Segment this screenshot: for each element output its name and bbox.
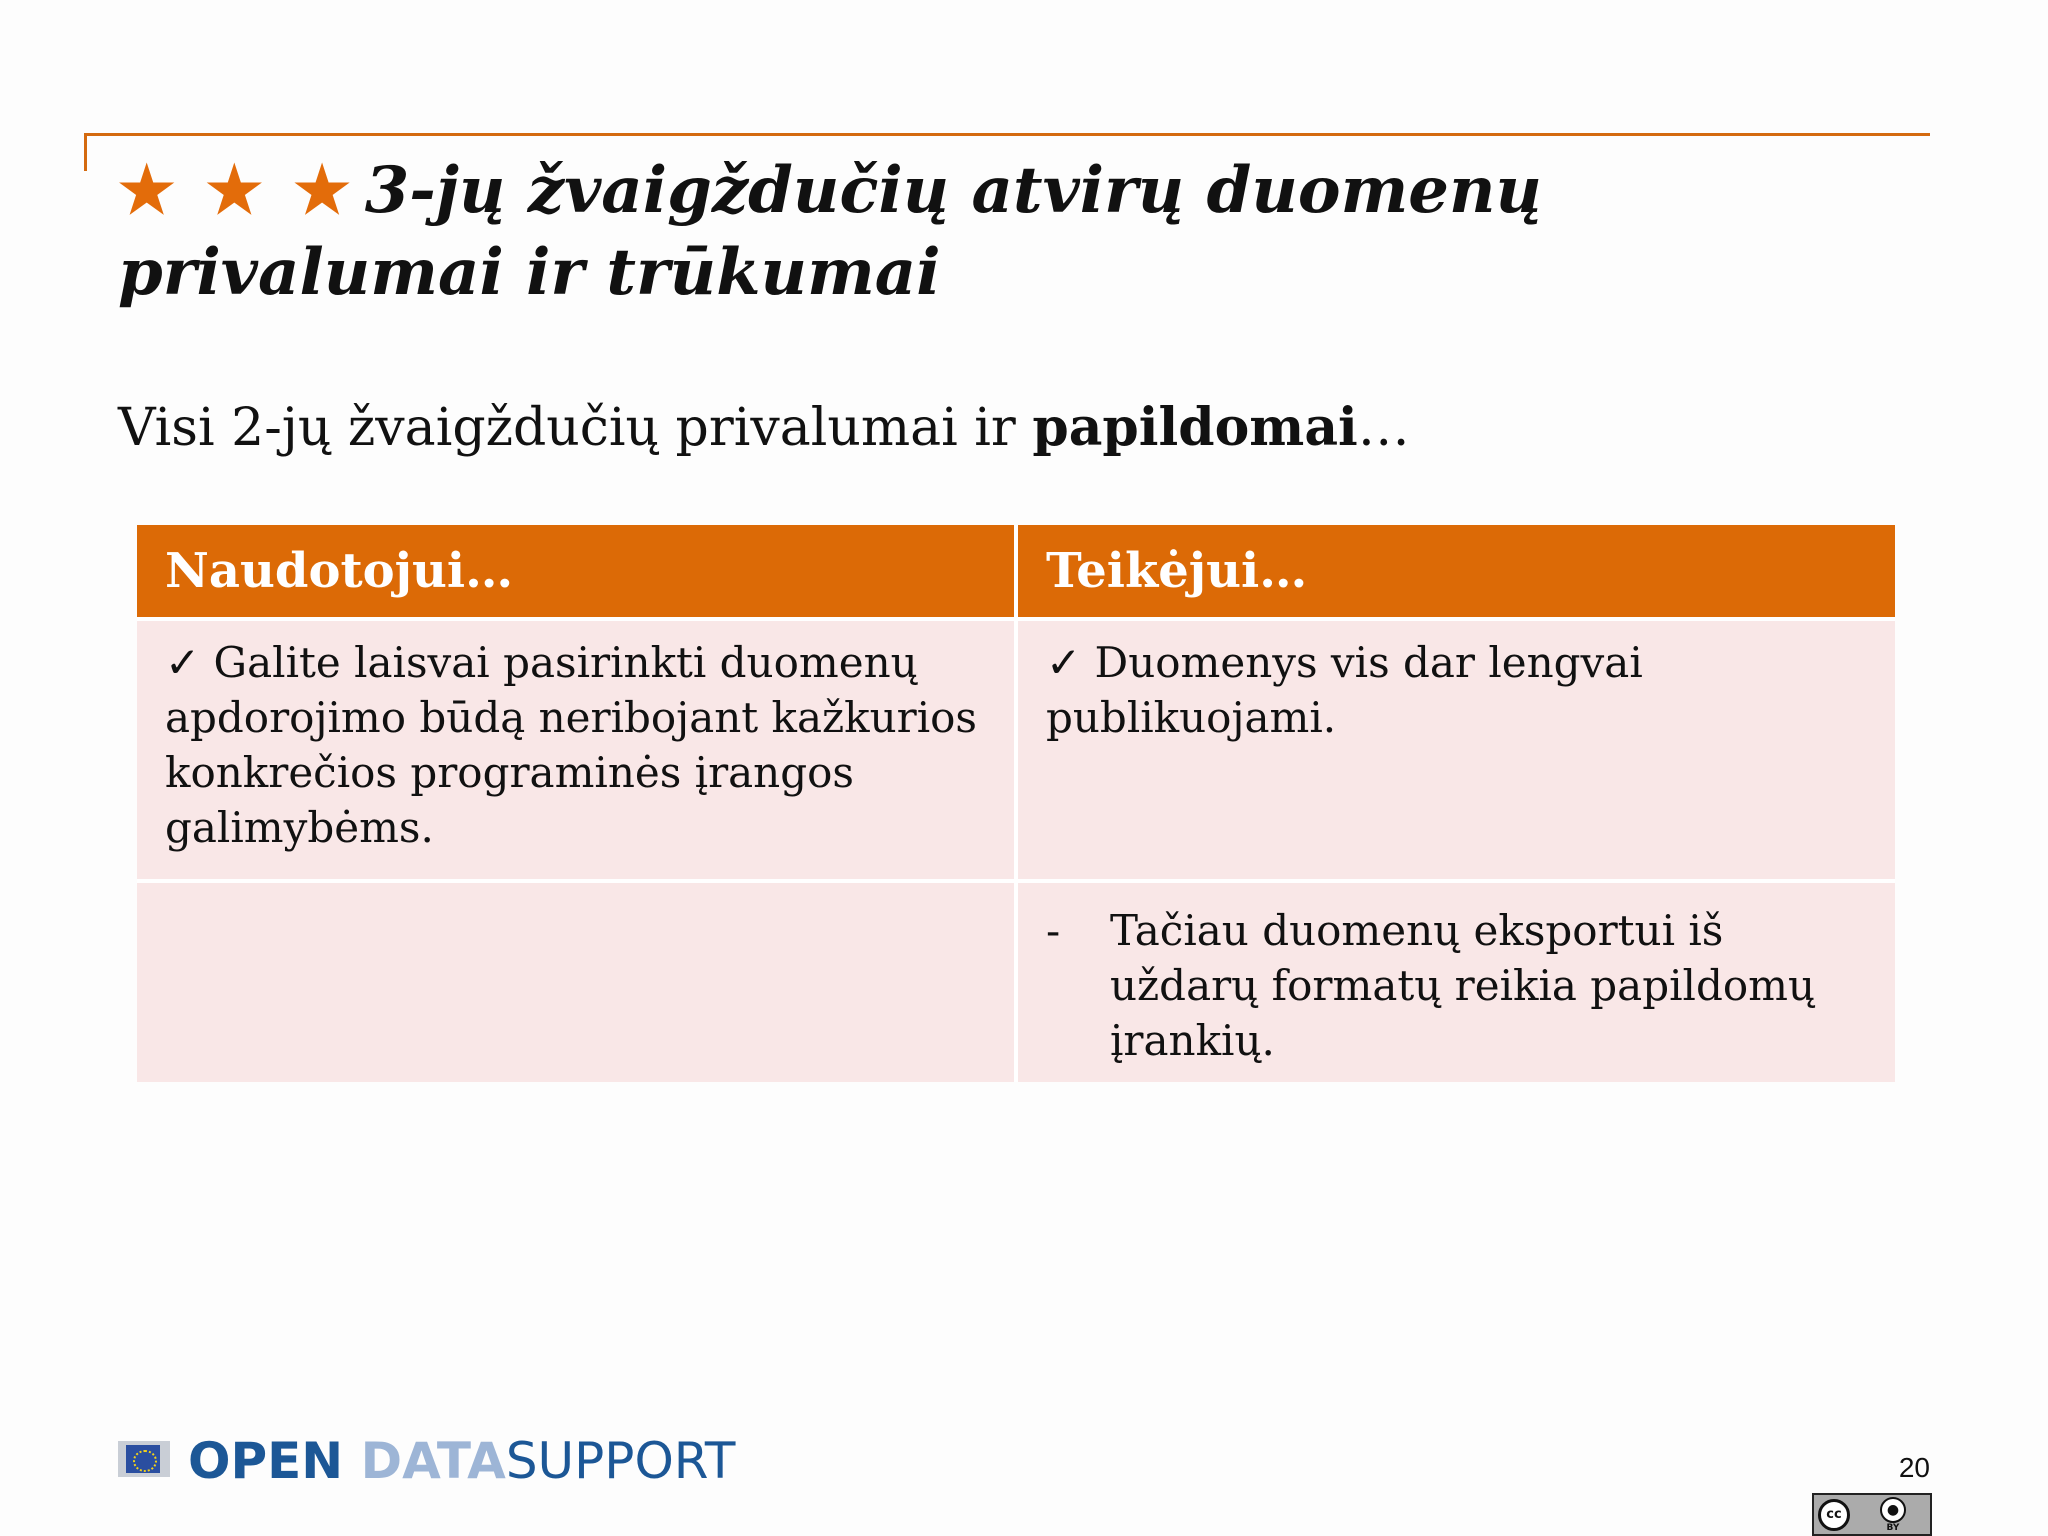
attribution-block (1880, 1497, 1906, 1533)
subtitle-prefix: Visi 2-jų žvaigždučių privalumai ir (118, 398, 1033, 458)
cc-by-license-badge (1812, 1493, 1932, 1536)
dash-bullet: - (1046, 906, 1061, 955)
title-rule-tick (84, 133, 87, 171)
brand-support: SUPPORT (505, 1432, 736, 1490)
header-provider: Teikėjui… (1016, 525, 1895, 619)
open-data-support-logo (118, 1432, 735, 1490)
table-row (137, 881, 1895, 1082)
comparison-table (137, 525, 1895, 1082)
header-user: Naudotojui… (137, 525, 1016, 619)
slide-subtitle (118, 396, 1410, 460)
table-header-row (137, 525, 1895, 619)
brand-data: DATA (360, 1432, 506, 1490)
subtitle-bold: papildomai (1032, 397, 1358, 458)
title-rule (84, 133, 1930, 136)
cell-user-benefit: ✓ Galite laisvai pasirinkti duomenų apdorojimo būdą neribojant kažkurios konkrečios programinės įrangos galimybėms. (137, 619, 1016, 881)
three-stars-icon: ★ ★ ★ (118, 153, 355, 228)
slide-title (118, 150, 1898, 314)
brand-open: OPEN (188, 1432, 361, 1490)
cell-provider-drawback (1016, 881, 1895, 1082)
eu-flag-icon (118, 1441, 170, 1481)
slide-title-text: 3-jų žvaigždučių atvirų duomenų privalumai ir trūkumai (118, 153, 1543, 310)
creative-commons-icon: cc (1818, 1499, 1850, 1531)
page-number: 20 (1898, 1452, 1930, 1483)
cell-user-drawback (137, 881, 1016, 1082)
brand-wordmark (188, 1432, 735, 1490)
attribution-person-icon: ● (1880, 1497, 1906, 1523)
license-by-label: BY (1886, 1522, 1900, 1533)
provider-drawback-text: Tačiau duomenų eksportui iš uždarų formatų reikia papildomų įrankių. (1110, 906, 1815, 1065)
cell-provider-benefit: ✓ Duomenys vis dar lengvai publikuojami. (1016, 619, 1895, 881)
table-row (137, 619, 1895, 881)
subtitle-suffix: … (1357, 398, 1410, 458)
